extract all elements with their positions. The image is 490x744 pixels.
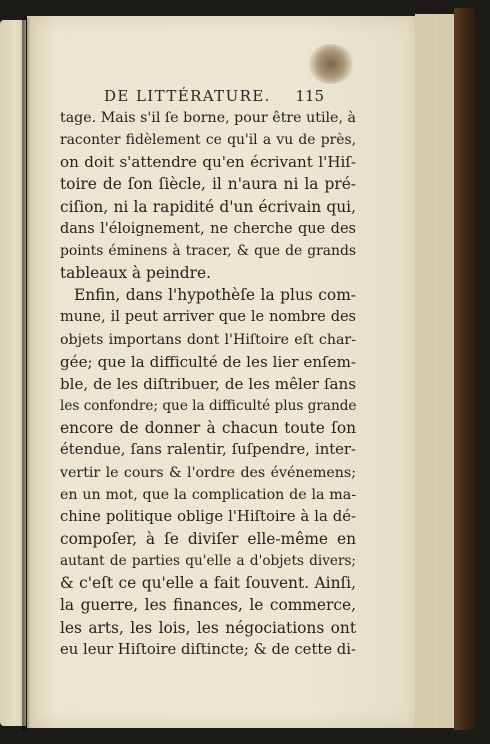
page-gutter xyxy=(22,18,30,730)
foxing-stain xyxy=(308,44,354,84)
body-text xyxy=(60,107,356,661)
text-line: toire de ſon ſiècle, il n'aura ni la pré- xyxy=(60,175,356,194)
text-line: encore de donner à chacun toute ſon xyxy=(60,419,356,438)
text-line: tableaux à peindre. xyxy=(60,264,211,283)
text-line: chine politique oblige l'Hiſtoire à la dé- xyxy=(60,507,356,525)
text-line: la guerre, les finances, le commerce, xyxy=(60,596,356,615)
text-line: & c'eſt ce qu'elle a fait ſouvent. Ainſi, xyxy=(60,574,356,593)
text-line: gée; que la difficulté de les lier enſem- xyxy=(60,352,356,371)
text-line: compoſer, à ſe diviſer elle-même en xyxy=(60,529,356,548)
text-line: tage. Mais s'il ſe borne, pour être utile, à xyxy=(60,110,356,126)
text-line: points éminens à tracer, & que de grands xyxy=(60,242,356,259)
text-line: étendue, ſans ralentir, ſuſpendre, inter- xyxy=(60,441,356,459)
text-line: on doit s'attendre qu'en écrivant l'Hiſ- xyxy=(60,153,356,172)
text-line: ble, de les diſtribuer, de les mêler ſans xyxy=(60,374,356,393)
text-line: mune, il peut arriver que le nombre des xyxy=(60,309,356,326)
text-line: vertir le cours & l'ordre des événemens; xyxy=(60,464,356,481)
page-edges xyxy=(415,14,459,728)
page-number: 115 xyxy=(295,87,324,105)
book-cover xyxy=(454,8,476,730)
text-line: autant de parties qu'elle a d'objets divers; xyxy=(60,553,356,570)
text-line: les arts, les lois, les négociations ont xyxy=(60,618,356,637)
text-line: objets importans dont l'Hiſtoire eſt char- xyxy=(60,331,356,348)
text-line: eu leur Hiſtoire diſtincte; & de cette di- xyxy=(60,640,356,658)
running-header xyxy=(104,87,324,105)
text-line: en un mot, que la complication de la ma- xyxy=(60,486,356,503)
text-line: raconter fidèlement ce qu'il a vu de près, xyxy=(60,132,356,149)
text-line: dans l'éloignement, ne cherche que des xyxy=(60,220,356,237)
text-line: Enfin, dans l'hypothèſe la plus com- xyxy=(74,286,356,305)
text-line: ciſion, ni la rapidité d'un écrivain qui, xyxy=(60,197,356,216)
running-title: DE LITTÉRATURE. xyxy=(104,87,271,105)
text-line: les confondre; que la difficulté plus grande xyxy=(60,398,357,415)
